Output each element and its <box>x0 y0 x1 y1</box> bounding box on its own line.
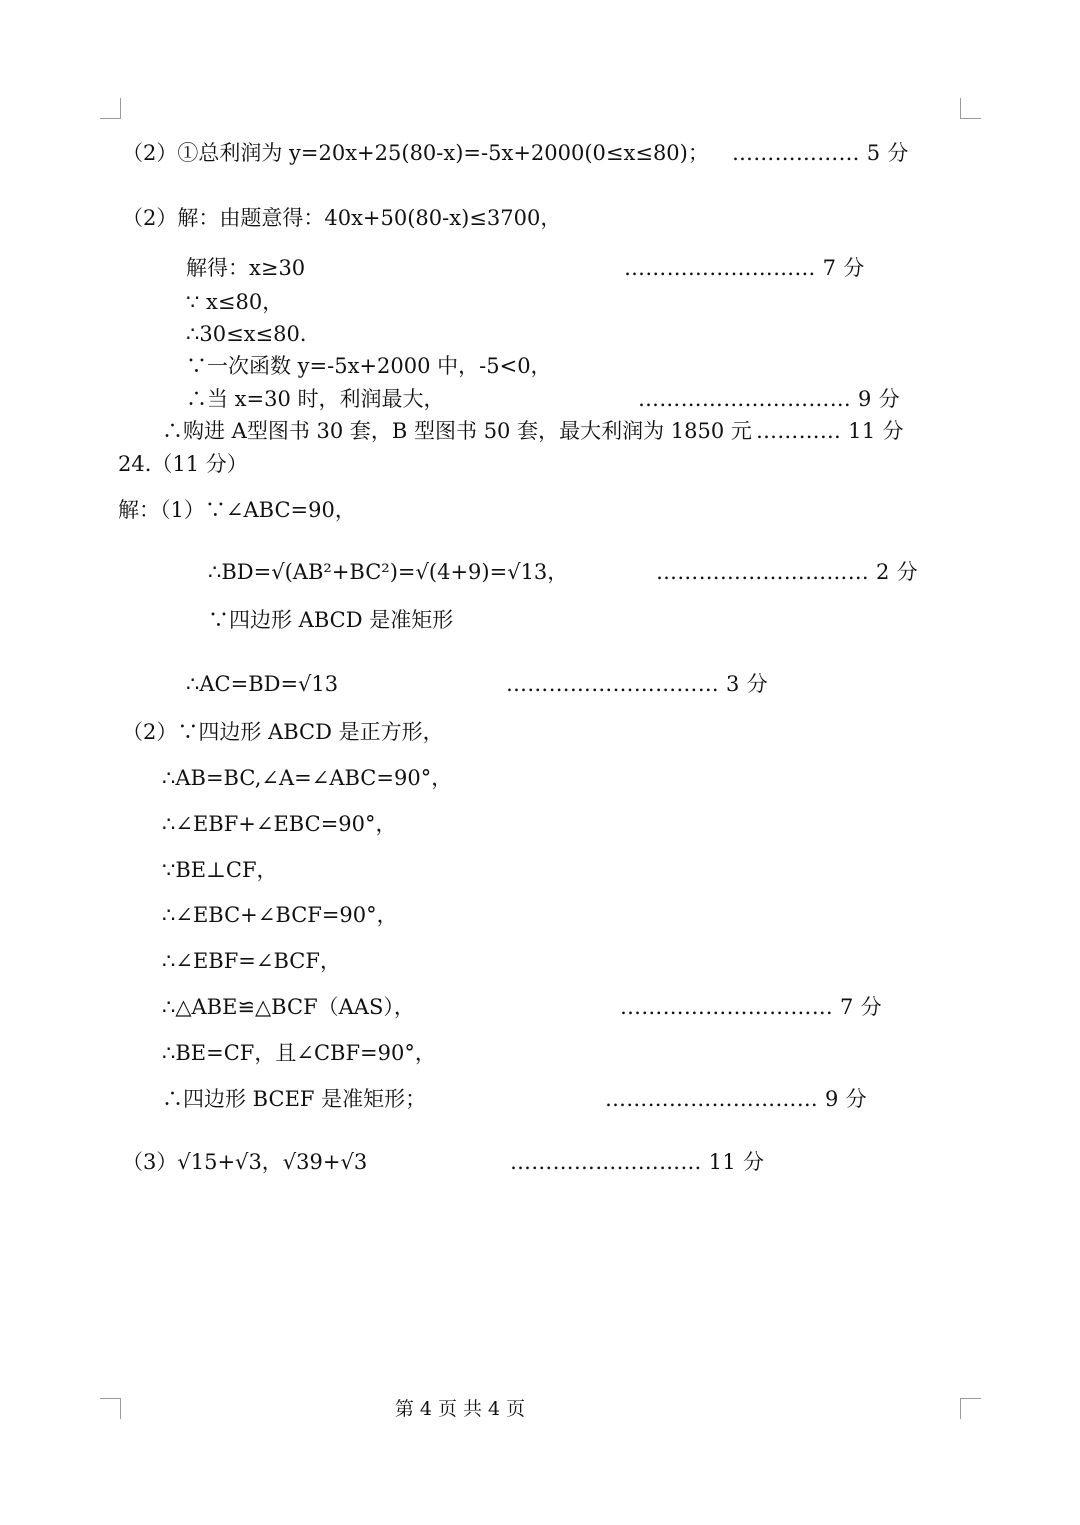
score-9: ………………………… 9 分 <box>638 387 900 411</box>
line-ac-equals-bd: ∴AC=BD=√13 <box>186 672 339 696</box>
line-part3-answer: （3）√15+√3，√39+√3 <box>122 1150 368 1174</box>
question-24-heading: 24.（11 分） <box>118 452 248 476</box>
score-7-part2: ………………………… 7 分 <box>620 995 882 1019</box>
score-11: ………… 11 分 <box>756 419 904 443</box>
line-purchase-conclusion: ∴购进 A型图书 30 套，B 型图书 50 套，最大利润为 1850 元 <box>162 419 752 443</box>
line-congruent-triangles: ∴△ABE≌△BCF（AAS）， <box>162 995 415 1019</box>
line-be-equals-cf: ∴BE=CF，且∠CBF=90°， <box>162 1041 436 1065</box>
line-solve-x: 解得：x≥30 <box>186 256 306 280</box>
line-part2-square: （2）∵四边形 ABCD 是正方形， <box>122 720 444 744</box>
line-linear-function: ∵一次函数 y=-5x+2000 中，-5<0， <box>186 354 552 378</box>
line-bd-length: ∴BD=√(AB²+BC²)=√(4+9)=√13， <box>208 560 569 584</box>
score-5: ……………… 5 分 <box>732 141 909 165</box>
score-2: ………………………… 2 分 <box>656 560 918 584</box>
score-9-part2: ………………………… 9 分 <box>605 1087 867 1111</box>
crop-mark-top-right <box>960 98 981 119</box>
line-quasi-rectangle: ∵四边形 ABCD 是准矩形 <box>208 608 454 632</box>
page-footer: 第 4 页 共 4 页 <box>394 1398 526 1420</box>
crop-mark-top-left <box>100 98 121 119</box>
line-ab-equals-bc: ∴AB=BC,∠A=∠ABC=90°， <box>162 766 453 790</box>
line-inequality: （2）解：由题意得：40x+50(80-x)≤3700， <box>122 206 562 230</box>
line-x-upper-bound: ∵ x≤80， <box>186 290 284 314</box>
line-max-profit-x: ∴当 x=30 时，利润最大， <box>186 387 445 411</box>
score-3: ………………………… 3 分 <box>506 672 768 696</box>
line-be-perp-cf: ∵BE⊥CF， <box>162 858 278 882</box>
line-bcef-quasi-rectangle: ∴四边形 BCEF 是准矩形； <box>162 1087 427 1111</box>
score-7: ……………………… 7 分 <box>624 256 865 280</box>
line-solution-part1: 解：（1）∵∠ABC=90， <box>118 498 356 522</box>
line-profit-function: （2）①总利润为 y=20x+25(80-x)=-5x+2000(0≤x≤80)； <box>122 141 709 165</box>
crop-mark-bottom-right <box>960 1398 981 1419</box>
line-angle-ebf-bcf: ∴∠EBF=∠BCF， <box>162 949 341 973</box>
line-x-range: ∴30≤x≤80． <box>186 322 321 346</box>
line-angle-ebc-bcf: ∴∠EBC+∠BCF=90°， <box>162 903 398 927</box>
score-11-part3: ……………………… 11 分 <box>510 1150 765 1174</box>
line-angle-ebf-ebc: ∴∠EBF+∠EBC=90°， <box>162 812 397 836</box>
